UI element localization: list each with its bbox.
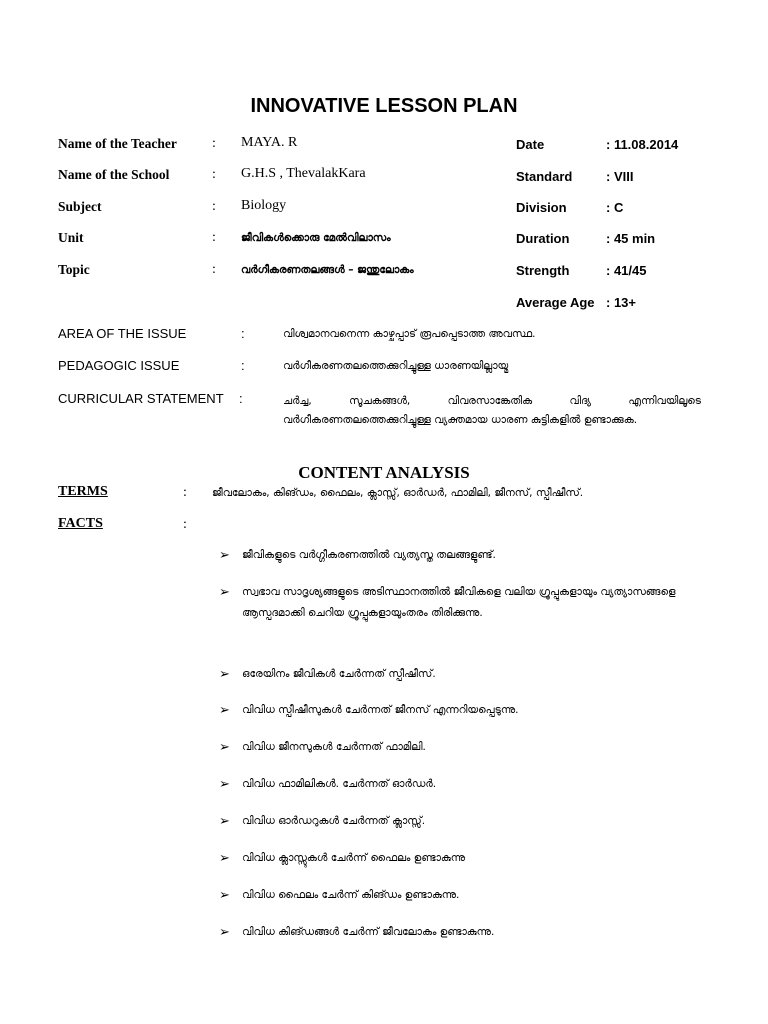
curricular-statement-value: ചർച്ച, സൂചകങ്ങൾ, വിവരസാങ്കേതിക വിദ്യ എന്നിവയിലൂടെ വർഗീകരണതലത്തെക്കുറിച്ചുള്ള വ്യക്തമായ ധാരണ കുട്ടികളിൽ ഉണ്ടാക്കുക.: [283, 395, 701, 426]
unit-label: Unit: [58, 230, 84, 245]
date-value: : 11.08.2014: [606, 137, 679, 152]
arrow-bullet-icon: ➢: [219, 925, 230, 940]
fact-item: [219, 811, 699, 832]
subject-colon: :: [212, 199, 216, 214]
arrow-bullet-icon: ➢: [219, 667, 230, 682]
duration-value: : 45 min: [606, 231, 656, 246]
area-issue-value: വിശ്വമാനവനെന്ന കാഴ്ചപ്പാട് രൂപപ്പെടാത്ത അവസ്ഥ.: [283, 328, 536, 340]
pedagogic-issue-colon: :: [241, 358, 245, 373]
terms-colon: :: [183, 485, 187, 500]
fact-text: ജീവികളുടെ വർഗ്ഗീകരണത്തിൽ വ്യത്യസ്ത തലങ്ങളുണ്ട്.: [242, 549, 496, 561]
fact-item: [219, 774, 699, 795]
topic-colon: :: [212, 262, 216, 277]
area-issue-colon: :: [241, 326, 245, 341]
teacher-colon: :: [212, 136, 216, 151]
pedagogic-issue-value: വർഗീകരണതലത്തെക്കുറിച്ചുള്ള ധാരണയില്ലായ്മ: [283, 360, 509, 372]
fact-item: [219, 737, 699, 758]
arrow-bullet-icon: ➢: [219, 814, 230, 829]
standard-value: : VIII: [606, 169, 634, 184]
fact-text: വിവിധ കിങ്ഡങ്ങൾ ചേർന്ന് ജീവലോകം ഉണ്ടാകുന്നു.: [242, 926, 495, 938]
standard-label: Standard: [516, 169, 573, 184]
fact-text: വിവിധ സ്പീഷീസുകൾ ചേർന്നത് ജീനസ് എന്നറിയപ്പെടുന്നു.: [242, 704, 519, 716]
arrow-bullet-icon: ➢: [219, 740, 230, 755]
division-value: : C: [606, 200, 624, 215]
document-title: INNOVATIVE LESSON PLAN: [250, 95, 518, 117]
terms-label: TERMS: [58, 484, 108, 499]
school-value: G.H.S , ThevalakKara: [241, 166, 366, 181]
facts-label: FACTS: [58, 516, 103, 531]
fact-text: വിവിധ ഫാമിലികൾ. ചേർന്നത് ഓർഡർ.: [242, 778, 437, 790]
fact-item: [219, 848, 699, 869]
teacher-value: MAYA. R: [241, 135, 298, 150]
topic-value: വർഗീകരണതലങ്ങൾ – ജന്തുലോകം: [241, 264, 414, 276]
curricular-statement-label: CURRICULAR STATEMENT: [58, 391, 224, 406]
date-label: Date: [516, 137, 545, 152]
fact-text: വിവിധ ഫൈലം ചേർന്ന് കിങ്ഡം ഉണ്ടാകുന്നു.: [242, 889, 460, 901]
fact-item: [219, 545, 699, 566]
unit-colon: :: [212, 230, 216, 245]
arrow-bullet-icon: ➢: [219, 585, 230, 600]
school-colon: :: [212, 167, 216, 182]
arrow-bullet-icon: ➢: [219, 888, 230, 903]
arrow-bullet-icon: ➢: [219, 777, 230, 792]
fact-text: വിവിധ ഓർഡറുകൾ ചേർന്നത് ക്ലാസ്സ്.: [242, 815, 426, 827]
fact-item: [219, 885, 699, 906]
strength-label: Strength: [516, 263, 570, 278]
terms-value: ജീവലോകം, കിങ്ഡം, ഫൈലം, ക്ലാസ്സ്, ഓർഡർ, ഫാമിലി, ജീനസ്, സ്പീഷീസ്.: [212, 487, 584, 499]
division-label: Division: [516, 200, 567, 215]
curricular-statement-colon: :: [239, 391, 243, 406]
fact-text: സ്വഭാവ സാദൃശ്യങ്ങളുടെ അടിസ്ഥാനത്തിൽ ജീവികളെ വലിയ ഗ്രൂപ്പുകളായും വ്യത്യാസങ്ങളെ ആസ്പദമാക്കി ചെറിയ ഗ്രൂപ്പുകളായുംതരം തിരിക്കുന്നു.: [242, 586, 676, 619]
subject-value: Biology: [241, 198, 287, 213]
fact-item: [219, 582, 699, 624]
topic-label: Topic: [58, 262, 90, 277]
school-label: Name of the School: [58, 167, 170, 182]
fact-item: [219, 700, 699, 721]
fact-text: വിവിധ ജീനസുകൾ ചേർന്നത് ഫാമിലി.: [242, 741, 426, 753]
fact-item: [219, 922, 699, 943]
strength-value: : 41/45: [606, 263, 647, 278]
arrow-bullet-icon: ➢: [219, 703, 230, 718]
arrow-bullet-icon: ➢: [219, 851, 230, 866]
area-issue-label: AREA OF THE ISSUE: [58, 326, 187, 341]
unit-value: ജീവികൾക്കൊരു മേൽവിലാസം: [241, 232, 391, 244]
subject-label: Subject: [58, 199, 102, 214]
duration-label: Duration: [516, 231, 570, 246]
fact-text: ഒരേയിനം ജീവികൾ ചേർന്നത് സ്പീഷീസ്.: [242, 668, 436, 680]
arrow-bullet-icon: ➢: [219, 548, 230, 563]
content-analysis-heading: CONTENT ANALYSIS: [298, 463, 470, 482]
average-age-value: : 13+: [606, 295, 636, 310]
pedagogic-issue-label: PEDAGOGIC ISSUE: [58, 358, 180, 373]
average-age-label: Average Age: [516, 295, 595, 310]
facts-colon: :: [183, 517, 187, 532]
teacher-label: Name of the Teacher: [58, 136, 177, 151]
fact-item: [219, 664, 699, 685]
fact-text: വിവിധ ക്ലാസ്സുകൾ ചേർന്ന് ഫൈലം ഉണ്ടാകുന്നു: [242, 852, 466, 864]
